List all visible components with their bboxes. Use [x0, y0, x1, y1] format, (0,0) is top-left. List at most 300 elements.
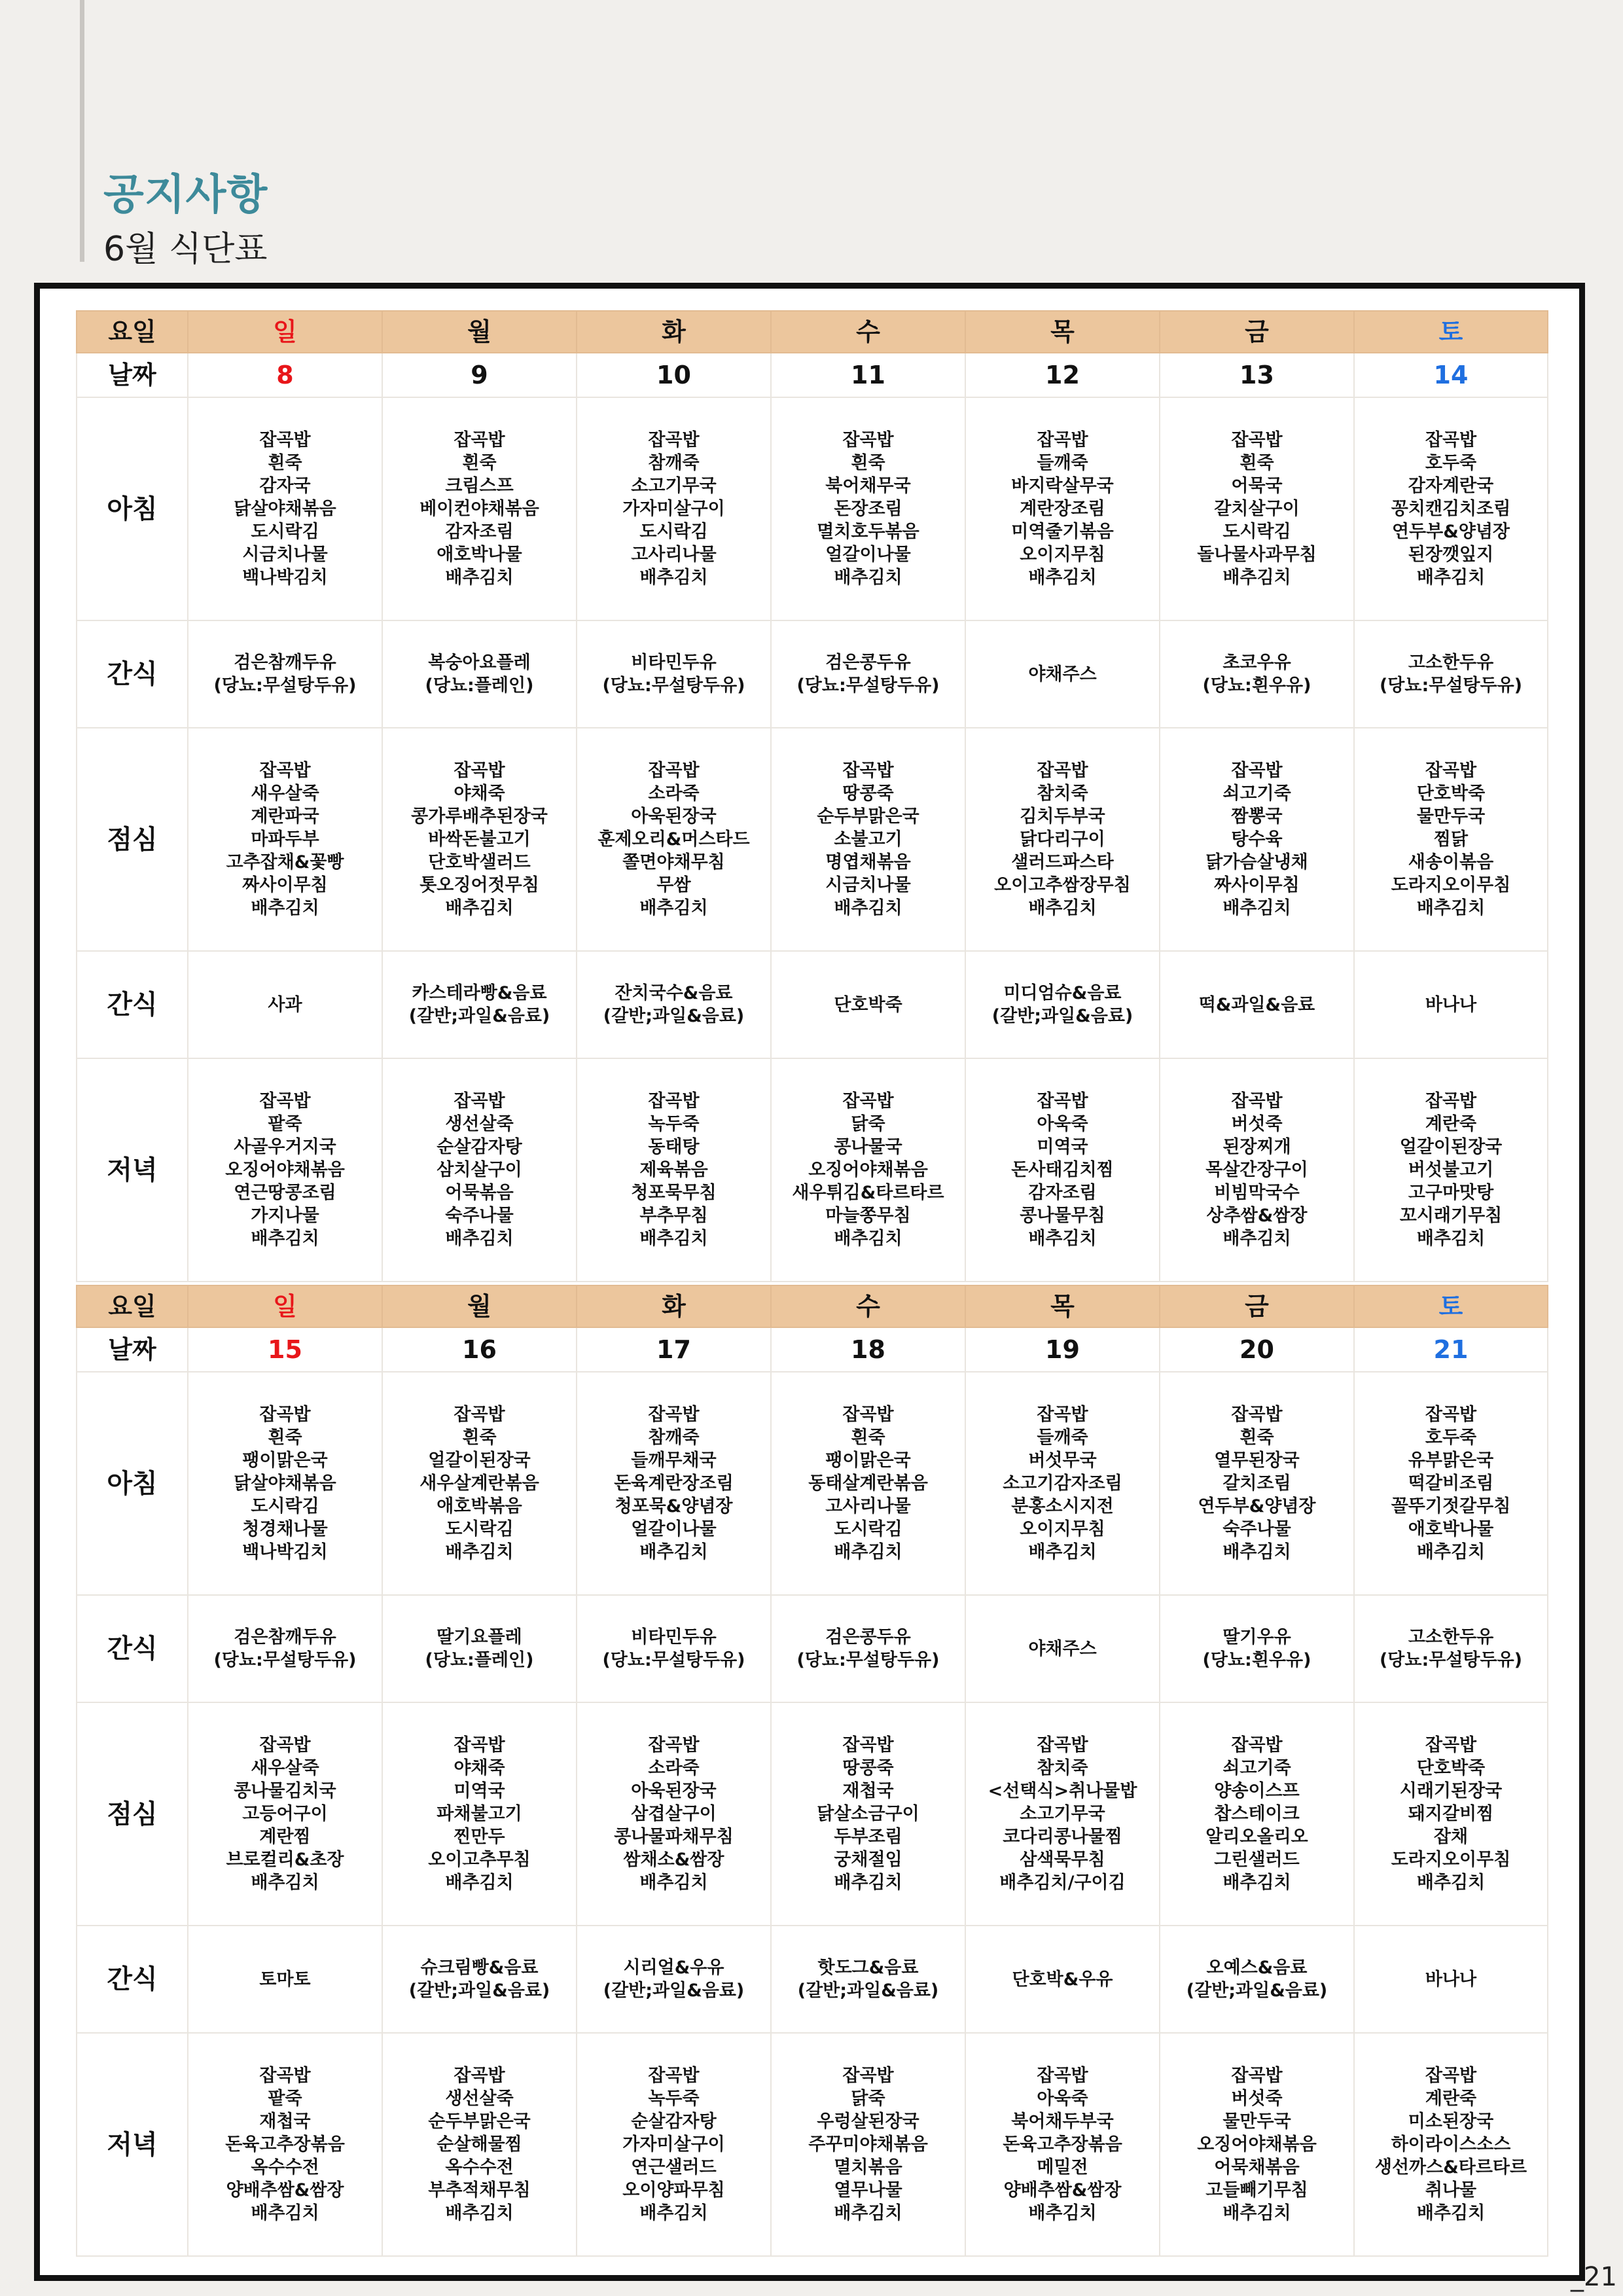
menu-item: 들깨죽: [1037, 453, 1088, 473]
menu-item: 오예스&음료: [1206, 1958, 1308, 1978]
menu-item: 고들빼기무침: [1205, 2180, 1308, 2200]
menu-item: 두부조림: [834, 1827, 902, 1847]
breakfast-row: [77, 397, 1548, 620]
menu-item: 배추김치: [1222, 898, 1291, 918]
breakfast-row: [77, 1372, 1548, 1595]
menu-cell: [577, 1058, 771, 1282]
menu-item: 흰죽: [1240, 1427, 1274, 1448]
menu-cell: [965, 1372, 1160, 1595]
menu-item: 땅콩죽: [842, 783, 894, 804]
menu-item: 잡곡밥: [259, 2066, 311, 2086]
day-of-week-cell: 금: [1160, 311, 1354, 353]
menu-item: 계란죽: [1425, 1114, 1477, 1134]
menu-item: 잡곡밥: [842, 1735, 894, 1755]
menu-cell: [1160, 2033, 1354, 2256]
breakfast-label: 아침: [77, 397, 188, 620]
menu-item: 고등어구이: [242, 1804, 328, 1824]
menu-item: 닭살소금구이: [817, 1804, 919, 1824]
menu-item: 배추김치: [1416, 567, 1486, 588]
menu-cell: [577, 1595, 771, 1702]
menu-item: 잡곡밥: [454, 1735, 505, 1755]
menu-item: 카스테라빵&음료: [412, 983, 547, 1003]
menu-item: 잡곡밥: [1231, 1405, 1283, 1425]
menu-item: 얼갈이된장국: [428, 1450, 531, 1471]
menu-item: 배추김치: [445, 567, 514, 588]
menu-item: 흰죽: [851, 1427, 885, 1448]
menu-item: 도라지오이무침: [1391, 875, 1511, 895]
breakfast-label: 아침: [77, 1372, 188, 1595]
menu-cell: [188, 951, 382, 1058]
day-of-week-cell: 금: [1160, 1285, 1354, 1327]
menu-cell: [188, 2033, 382, 2256]
menu-item: 파채불고기: [437, 1804, 522, 1824]
menu-cell: [382, 1926, 577, 2033]
menu-item: 호두죽: [1425, 453, 1477, 473]
menu-cell: [1160, 1058, 1354, 1282]
menu-item: 흰죽: [851, 453, 885, 473]
date-cell: 16: [382, 1327, 577, 1372]
menu-item: 가자미살구이: [622, 2134, 725, 2155]
menu-cell: [382, 620, 577, 728]
date-row: [77, 1327, 1548, 1372]
day-of-week-cell: 토: [1354, 1285, 1548, 1327]
menu-item: 백나박김치: [242, 1542, 328, 1562]
menu-cell: [577, 1926, 771, 2033]
menu-item: 고추잡채&꽃빵: [226, 852, 344, 872]
date-cell: 14: [1354, 353, 1548, 397]
menu-item: 시리얼&우유: [623, 1958, 724, 1978]
menu-cell: [1354, 1058, 1548, 1282]
menu-item: 잡곡밥: [454, 1091, 505, 1111]
menu-item: 계란찜: [259, 1827, 311, 1847]
menu-item: 잡곡밥: [842, 1405, 894, 1425]
menu-item: 들깨죽: [1037, 1427, 1088, 1448]
menu-item: 잡곡밥: [259, 430, 311, 450]
menu-item: 잡곡밥: [842, 761, 894, 781]
menu-item: 잡곡밥: [648, 1091, 700, 1111]
menu-item: 잡곡밥: [1425, 2066, 1477, 2086]
day-of-week-cell: 월: [382, 311, 577, 353]
menu-cell: [577, 951, 771, 1058]
menu-cell: [965, 728, 1160, 951]
menu-item: (당뇨:무설탕두유): [213, 675, 357, 696]
menu-item: 순두부맑은국: [428, 2111, 531, 2132]
menu-item: 도시락김: [445, 1519, 514, 1539]
menu-item: 닭죽: [851, 2089, 885, 2109]
menu-item: (당뇨:무설탕두유): [213, 1650, 357, 1670]
menu-item: 오이지무침: [1020, 545, 1105, 565]
menu-item: 단호박샐러드: [428, 852, 531, 872]
menu-item: 동태살계란볶음: [808, 1473, 928, 1494]
menu-item: 배추김치: [445, 898, 514, 918]
day-of-week-cell: 목: [965, 311, 1160, 353]
menu-item: (갈반;과일&음료): [603, 1006, 745, 1026]
menu-item: 꼴뚜기젓갈무침: [1391, 1496, 1511, 1516]
menu-item: 미역국: [1037, 1137, 1088, 1157]
menu-item: 잡곡밥: [1425, 761, 1477, 781]
menu-item: 핫도그&음료: [817, 1958, 919, 1978]
menu-cell: [965, 1595, 1160, 1702]
menu-item: 돈육고추장볶음: [1003, 2134, 1122, 2155]
menu-item: 버섯불고기: [1408, 1160, 1494, 1180]
menu-item: 닭다리구이: [1020, 829, 1105, 850]
menu-cell: [1160, 1595, 1354, 1702]
menu-item: 청경채나물: [242, 1519, 328, 1539]
menu-item: 마파두부: [251, 829, 319, 850]
menu-item: 찐만두: [454, 1827, 505, 1847]
menu-item: (당뇨:무설탕두유): [602, 675, 745, 696]
menu-cell: [771, 1058, 965, 1282]
menu-item: 잡채: [1433, 1827, 1469, 1847]
menu-item: 숙주나물: [445, 1206, 514, 1226]
menu-cell: [188, 1595, 382, 1702]
menu-item: 검은참깨두유: [234, 653, 336, 673]
day-of-week-cell: 일: [188, 311, 382, 353]
menu-item: 검은참깨두유: [234, 1627, 336, 1647]
menu-cell: [1354, 1702, 1548, 1926]
menu-item: 미소된장국: [1408, 2111, 1494, 2132]
menu-item: 삼겹살구이: [631, 1804, 717, 1824]
menu-item: 배추김치: [1028, 1542, 1097, 1562]
menu-item: 야채주스: [1028, 1638, 1097, 1659]
menu-item: 소라죽: [648, 1758, 700, 1778]
menu-item: 주꾸미야채볶음: [808, 2134, 928, 2155]
menu-item: 배추김치: [1416, 898, 1486, 918]
menu-item: 도시락김: [251, 522, 319, 542]
menu-item: 연근땅콩조림: [234, 1183, 336, 1203]
menu-item: 멸치볶음: [834, 2157, 902, 2178]
menu-cell: [1160, 620, 1354, 728]
menu-item: 연두부&양념장: [1391, 522, 1510, 542]
menu-item: 바나나: [1425, 1969, 1477, 1990]
menu-cell: [771, 1702, 965, 1926]
menu-item: 얼갈이된장국: [1399, 1137, 1503, 1157]
day-of-week-cell: 토: [1354, 311, 1548, 353]
menu-item: 짜사이무침: [242, 875, 328, 895]
menu-cell: [188, 728, 382, 951]
menu-item: 우렁살된장국: [817, 2111, 919, 2132]
menu-item: 배추김치: [1028, 567, 1097, 588]
menu-item: 애호박나물: [1408, 1519, 1494, 1539]
menu-item: 애호박나물: [437, 545, 522, 565]
menu-item: (갈반;과일&음료): [603, 1981, 745, 2001]
menu-item: 훈제오리&머스타드: [597, 829, 750, 850]
menu-item: 베이컨야채볶음: [419, 499, 539, 519]
menu-item: (당뇨:무설탕두유): [796, 675, 940, 696]
menu-item: 청포묵&양념장: [615, 1496, 733, 1516]
menu-item: 생선까스&타르타르: [1374, 2157, 1527, 2178]
menu-item: 순살감자탕: [437, 1137, 522, 1157]
menu-item: 배추김치: [639, 1873, 708, 1893]
menu-item: 애호박볶음: [437, 1496, 522, 1516]
menu-item: 배추김치: [251, 898, 319, 918]
menu-cell: [382, 728, 577, 951]
menu-item: 잡곡밥: [842, 1091, 894, 1111]
menu-cell: [1354, 951, 1548, 1058]
menu-item: 잡곡밥: [1037, 1091, 1088, 1111]
menu-item: 잡곡밥: [842, 2066, 894, 2086]
menu-item: 그린샐러드: [1214, 1850, 1300, 1870]
day-of-week-cell: 월: [382, 1285, 577, 1327]
menu-item: 짬뽕국: [1231, 806, 1283, 827]
date-cell: 10: [577, 353, 771, 397]
menu-item: 사골우거지국: [234, 1137, 336, 1157]
menu-item: 계란파국: [251, 806, 319, 827]
menu-item: 아욱된장국: [631, 806, 717, 827]
side-rule: [80, 0, 84, 262]
date-cell: 20: [1160, 1327, 1354, 1372]
menu-item: 잡곡밥: [1037, 430, 1088, 450]
menu-item: 잡곡밥: [1037, 2066, 1088, 2086]
menu-item: 떡&과일&음료: [1198, 994, 1315, 1015]
lunch-row: [77, 1702, 1548, 1926]
menu-item: 흰죽: [268, 453, 302, 473]
menu-item: 딸기요플레: [437, 1627, 522, 1647]
menu-item: 꽁치캔김치조림: [1391, 499, 1511, 519]
menu-item: 감자조림: [1028, 1183, 1097, 1203]
menu-cell: [771, 2033, 965, 2256]
menu-item: 검은콩두유: [825, 1627, 911, 1647]
menu-item: 잡곡밥: [1231, 2066, 1283, 2086]
menu-week-2: [76, 1285, 1548, 2257]
menu-item: 콩나물국: [834, 1137, 902, 1157]
day-of-week-cell: 수: [771, 311, 965, 353]
menu-item: 숙주나물: [1222, 1519, 1291, 1539]
menu-item: 잡곡밥: [259, 1735, 311, 1755]
menu-item: 얼갈이나물: [631, 1519, 717, 1539]
menu-item: 계란죽: [1425, 2089, 1477, 2109]
menu-item: 무쌈: [656, 875, 691, 895]
menu-item: 복숭아요플레: [428, 653, 531, 673]
menu-item: 배추김치: [1028, 2203, 1097, 2223]
menu-cell: [1354, 620, 1548, 728]
menu-cell: [1354, 397, 1548, 620]
menu-item: 김치두부국: [1020, 806, 1105, 827]
menu-item: 오이지무침: [1020, 1519, 1105, 1539]
menu-item: 쫄면야채무침: [622, 852, 725, 872]
menu-item: 고사리나물: [825, 1496, 911, 1516]
menu-item: 돌나물사과무침: [1197, 545, 1317, 565]
menu-item: 쇠고기죽: [1222, 1758, 1291, 1778]
menu-item: 생선살죽: [445, 2089, 514, 2109]
date-cell: 8: [188, 353, 382, 397]
menu-cell: [1354, 1372, 1548, 1595]
menu-item: 부추무침: [639, 1206, 708, 1226]
menu-item: 돈장조림: [834, 499, 902, 519]
menu-item: 바지락살무국: [1011, 476, 1114, 496]
menu-item: 새송이볶음: [1408, 852, 1494, 872]
menu-item: 물만두국: [1416, 806, 1486, 827]
menu-item: 잡곡밥: [1425, 430, 1477, 450]
menu-cell: [1354, 1595, 1548, 1702]
menu-item: 찜닭: [1433, 829, 1469, 850]
menu-item: 야채죽: [454, 1758, 505, 1778]
menu-item: 콩가루배추된장국: [411, 806, 548, 827]
menu-item: 흰죽: [1240, 453, 1274, 473]
menu-cell: [188, 1702, 382, 1926]
menu-item: 잡곡밥: [648, 1405, 700, 1425]
menu-item: 배추김치: [834, 1542, 902, 1562]
menu-item: 들깨무채국: [631, 1450, 717, 1471]
menu-cell: [1354, 728, 1548, 951]
day-row-label: 요일: [77, 1285, 188, 1327]
menu-item: 잡곡밥: [1037, 761, 1088, 781]
menu-item: (갈반;과일&음료): [408, 1006, 550, 1026]
menu-item: 북어채무국: [825, 476, 911, 496]
menu-item: 사과: [268, 994, 302, 1015]
menu-item: (당뇨:무설탕두유): [1379, 1650, 1523, 1670]
menu-item: 톳오징어젓무침: [419, 875, 539, 895]
menu-item: (당뇨:흰우유): [1202, 1650, 1311, 1670]
day-of-week-cell: 일: [188, 1285, 382, 1327]
menu-item: 명엽채볶음: [825, 852, 911, 872]
menu-item: 배추김치: [251, 1873, 319, 1893]
menu-cell: [1160, 951, 1354, 1058]
menu-item: 검은콩두유: [825, 653, 911, 673]
menu-cell: [965, 951, 1160, 1058]
menu-item: 옥수수전: [251, 2157, 319, 2178]
menu-cell: [188, 397, 382, 620]
menu-subtitle: 6월 식단표: [103, 230, 268, 269]
menu-cell: [771, 397, 965, 620]
menu-item: 배추김치: [1222, 1542, 1291, 1562]
menu-item: 도시락김: [251, 1496, 319, 1516]
menu-item: 잡곡밥: [1037, 1405, 1088, 1425]
menu-item: (갈반;과일&음료): [797, 1981, 939, 2001]
menu-item: 비빔막국수: [1214, 1183, 1300, 1203]
menu-item: 어묵국: [1231, 476, 1283, 496]
menu-item: 바싹돈불고기: [428, 829, 531, 850]
menu-item: 단호박죽: [1416, 783, 1486, 804]
menu-item: 잔치국수&음료: [615, 983, 733, 1003]
menu-item: 시금치나물: [242, 545, 328, 565]
menu-item: 고구마맛탕: [1408, 1183, 1494, 1203]
menu-cell: [771, 1595, 965, 1702]
date-cell: 9: [382, 353, 577, 397]
menu-item: 배추김치: [639, 898, 708, 918]
menu-item: 야채죽: [454, 783, 505, 804]
menu-item: 도시락김: [639, 522, 708, 542]
menu-item: 순살해물찜: [437, 2134, 522, 2155]
menu-item: 크림스프: [445, 476, 514, 496]
menu-item: 갈치살구이: [1214, 499, 1300, 519]
menu-item: 소고기무국: [1020, 1804, 1105, 1824]
menu-item: 배추김치: [445, 1873, 514, 1893]
menu-cell: [188, 1926, 382, 2033]
day-of-week-cell: 화: [577, 311, 771, 353]
menu-item: 소고기무국: [631, 476, 717, 496]
snack-pm-row: [77, 951, 1548, 1058]
menu-item: (당뇨:무설탕두유): [796, 1650, 940, 1670]
menu-item: 아욱죽: [1037, 1114, 1088, 1134]
menu-item: 분홍소시지전: [1011, 1496, 1114, 1516]
menu-item: 배추김치: [251, 2203, 319, 2223]
menu-item: 아욱죽: [1037, 2089, 1088, 2109]
menu-cell: [382, 1595, 577, 1702]
menu-item: 옥수수전: [445, 2157, 514, 2178]
day-of-week-cell: 수: [771, 1285, 965, 1327]
menu-item: 잡곡밥: [1231, 1091, 1283, 1111]
menu-item: 배추김치: [834, 1873, 902, 1893]
menu-item: 미역국: [454, 1781, 505, 1801]
menu-item: 열무나물: [834, 2180, 902, 2200]
menu-item: 오이고추쌈장무침: [994, 875, 1131, 895]
menu-item: 어묵볶음: [445, 1183, 514, 1203]
menu-item: 된장찌개: [1222, 1137, 1291, 1157]
date-cell: 19: [965, 1327, 1160, 1372]
menu-item: 배추김치: [445, 2203, 514, 2223]
menu-item: 호두죽: [1425, 1427, 1477, 1448]
menu-item: 잡곡밥: [259, 1405, 311, 1425]
notice-title: 공지사항: [103, 171, 268, 219]
menu-cell: [771, 1372, 965, 1595]
menu-item: 어묵채볶음: [1214, 2157, 1300, 2178]
menu-item: 배추김치: [1416, 1229, 1486, 1249]
menu-cell: [965, 2033, 1160, 2256]
menu-item: 멸치호두볶음: [817, 522, 919, 542]
menu-item: 미디엄슈&음료: [1003, 983, 1122, 1003]
menu-item: 계란장조림: [1020, 499, 1105, 519]
menu-item: 도시락김: [834, 1519, 902, 1539]
menu-item: 배추김치: [1222, 1873, 1291, 1893]
menu-item: 배추김치: [1222, 2203, 1291, 2223]
menu-item: (당뇨:흰우유): [1202, 675, 1311, 696]
menu-item: 배추김치: [639, 1542, 708, 1562]
menu-item: 배추김치: [1416, 1542, 1486, 1562]
menu-item: 참치죽: [1037, 1758, 1088, 1778]
day-of-week-cell: 목: [965, 1285, 1160, 1327]
menu-item: 비타민두유: [631, 653, 717, 673]
menu-item: 삼색묵무침: [1020, 1850, 1105, 1870]
menu-item: 콩나물파채무침: [614, 1827, 734, 1847]
snack-pm-label: 간식: [77, 951, 188, 1058]
menu-item: 초코우유: [1222, 653, 1291, 673]
menu-item: 잡곡밥: [1231, 1735, 1283, 1755]
date-cell: 13: [1160, 353, 1354, 397]
day-row-label: 요일: [77, 311, 188, 353]
date-row-label: 날짜: [77, 1327, 188, 1372]
menu-item: 잡곡밥: [454, 761, 505, 781]
page-number: _21: [1571, 2262, 1617, 2292]
menu-item: 잡곡밥: [1231, 761, 1283, 781]
date-cell: 11: [771, 353, 965, 397]
menu-item: 찹스테이크: [1214, 1804, 1300, 1824]
menu-item: 브로컬리&초장: [226, 1850, 344, 1870]
menu-item: 배추김치: [1028, 898, 1097, 918]
menu-item: 소불고기: [834, 829, 902, 850]
menu-item: (당뇨:플레인): [425, 675, 534, 696]
menu-item: 북어채두부국: [1011, 2111, 1114, 2132]
date-cell: 21: [1354, 1327, 1548, 1372]
menu-cell: [1354, 1926, 1548, 2033]
menu-item: (당뇨:무설탕두유): [602, 1650, 745, 1670]
menu-item: 단호박&우유: [1012, 1969, 1113, 1990]
menu-item: 흰죽: [462, 1427, 497, 1448]
menu-item: 배추김치: [1416, 1873, 1486, 1893]
menu-item: 생선살죽: [445, 1114, 514, 1134]
menu-cell: [577, 2033, 771, 2256]
menu-cell: [382, 2033, 577, 2256]
menu-item: 슈크림빵&음료: [420, 1958, 539, 1978]
menu-item: 소고기감자조림: [1003, 1473, 1122, 1494]
menu-item: 재첩국: [842, 1781, 894, 1801]
menu-cell: [382, 1058, 577, 1282]
menu-item: 쇠고기죽: [1222, 783, 1291, 804]
date-row-label: 날짜: [77, 353, 188, 397]
menu-item: 부추적채무침: [428, 2180, 531, 2200]
menu-item: 하이라이스소스: [1391, 2134, 1511, 2155]
menu-cell: [965, 620, 1160, 728]
